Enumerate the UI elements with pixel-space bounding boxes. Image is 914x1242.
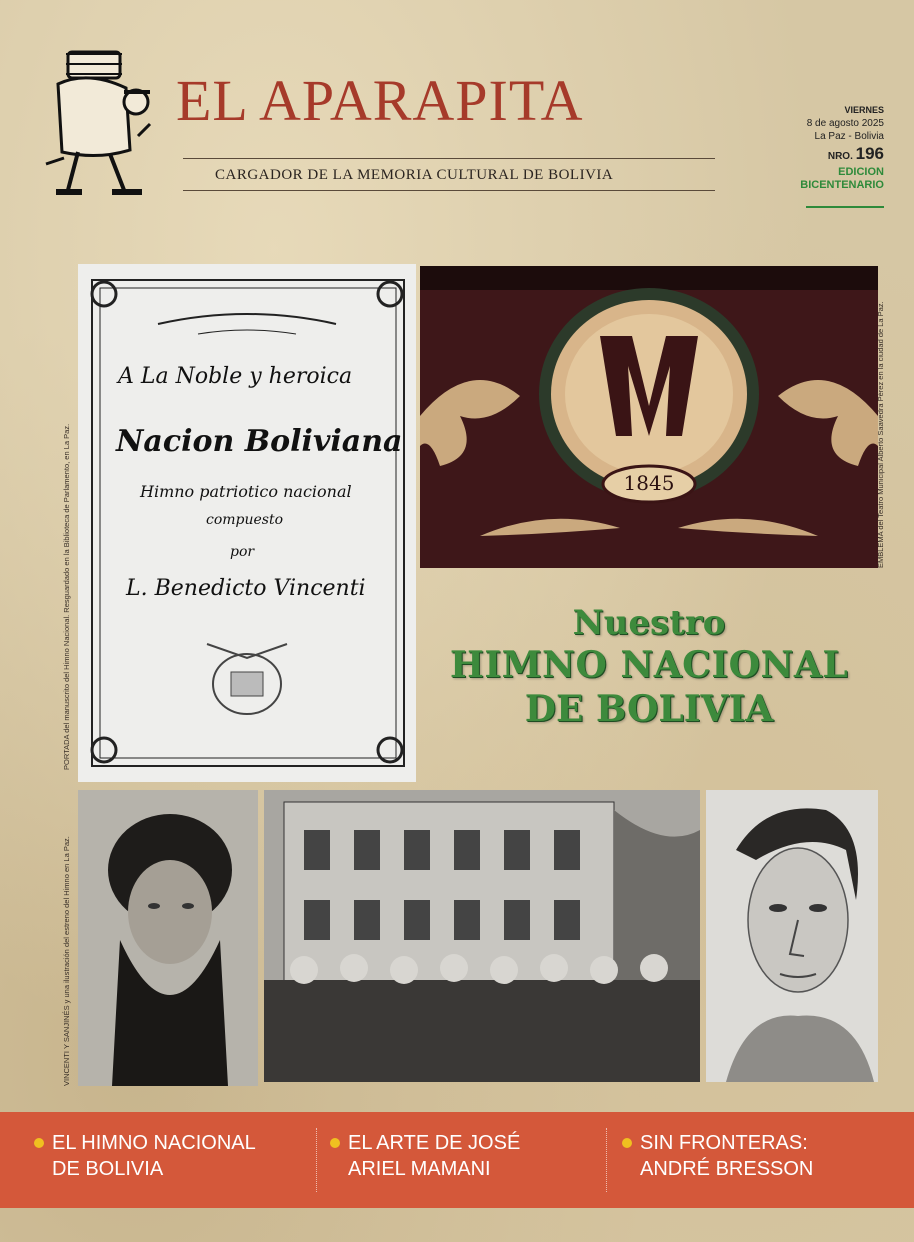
contents-divider <box>316 1128 318 1192</box>
manuscript-text-line4: compuesto <box>206 512 284 528</box>
manuscript-text-line2: Nacion Boliviana <box>116 424 403 459</box>
portraits-caption: VINCENTI Y SANJINÉS y una ilustración del estreno del Himno en La Paz. <box>62 836 71 1086</box>
contents-item-line2: ARIEL MAMANI <box>348 1158 491 1180</box>
manuscript-caption: PORTADA del manuscrito del Himno Nacional. Resguardado en la Biblioteca de Parlamento, en La Paz. <box>62 423 71 770</box>
masthead-tagline: CARGADOR DE LA MEMORIA CULTURAL DE BOLIVIA <box>215 167 614 183</box>
issue-day: VIERNES <box>844 105 884 115</box>
edition-underline <box>806 206 884 208</box>
masthead-rule-bottom <box>183 190 715 191</box>
manuscript-text-line6: L. Benedicto Vincenti <box>126 576 366 601</box>
issue-number: 196 <box>855 144 884 163</box>
anthem-premiere-illustration <box>264 790 700 1082</box>
contents-item-line1: EL HIMNO NACIONAL <box>52 1132 256 1154</box>
contents-divider <box>606 1128 608 1192</box>
manuscript-photo <box>78 264 416 782</box>
headline-line3: DE BOLIVIA <box>524 688 774 730</box>
issue-date: 8 de agosto 2025 <box>806 118 884 129</box>
masthead-rule-top <box>183 158 715 159</box>
headline-line1: Nuestro <box>572 603 726 643</box>
edition-badge <box>800 166 884 192</box>
contents-item-line2: DE BOLIVIA <box>52 1158 164 1180</box>
vincenti-portrait-drawing <box>78 790 258 1086</box>
issue-number-label: NRO. <box>827 151 853 162</box>
issue-number-block <box>828 144 884 164</box>
masthead-title: EL APARAPITA <box>176 68 584 133</box>
edition-line1: EDICION <box>838 166 884 178</box>
contents-item-line2: ANDRÉ BRESSON <box>640 1158 814 1180</box>
headline-line2: HIMNO NACIONAL <box>449 644 849 686</box>
premiere-scene-drawing <box>264 790 700 1082</box>
contents-band <box>0 1112 914 1208</box>
contents-item-fronteras[interactable] <box>640 1130 813 1182</box>
bullet-dot-icon <box>330 1138 340 1148</box>
bullet-dot-icon <box>622 1138 632 1148</box>
manuscript-text-line1: A La Noble y heroica <box>118 364 353 389</box>
cover-headline <box>420 603 878 731</box>
manuscript-text-line3: Himno patriotico nacional <box>140 482 352 501</box>
theatre-emblem-photo <box>420 266 878 568</box>
emblem-caption: EMBLEMA del Teatro Municipal Alberto Saavedra Pérez en la ciudad de La Paz. <box>876 301 885 568</box>
sanjines-portrait-drawing <box>706 790 878 1082</box>
emblem-year: 1845 <box>623 471 675 495</box>
vincenti-portrait-photo <box>78 790 258 1086</box>
manuscript-text-line5: por <box>230 544 255 560</box>
aparapita-mascot-illustration <box>38 40 158 210</box>
sanjines-sketch <box>706 790 878 1082</box>
bullet-dot-icon <box>34 1138 44 1148</box>
issue-date-block <box>807 104 884 143</box>
issue-place: La Paz - Bolivia <box>814 131 884 142</box>
contents-item-arte[interactable] <box>348 1130 520 1182</box>
edition-line2: BICENTENARIO <box>800 179 884 191</box>
contents-item-line1: SIN FRONTERAS: <box>640 1132 808 1154</box>
emblem-drawing <box>420 266 878 568</box>
contents-item-line1: EL ARTE DE JOSÉ <box>348 1132 521 1154</box>
contents-item-himno[interactable] <box>52 1130 256 1182</box>
